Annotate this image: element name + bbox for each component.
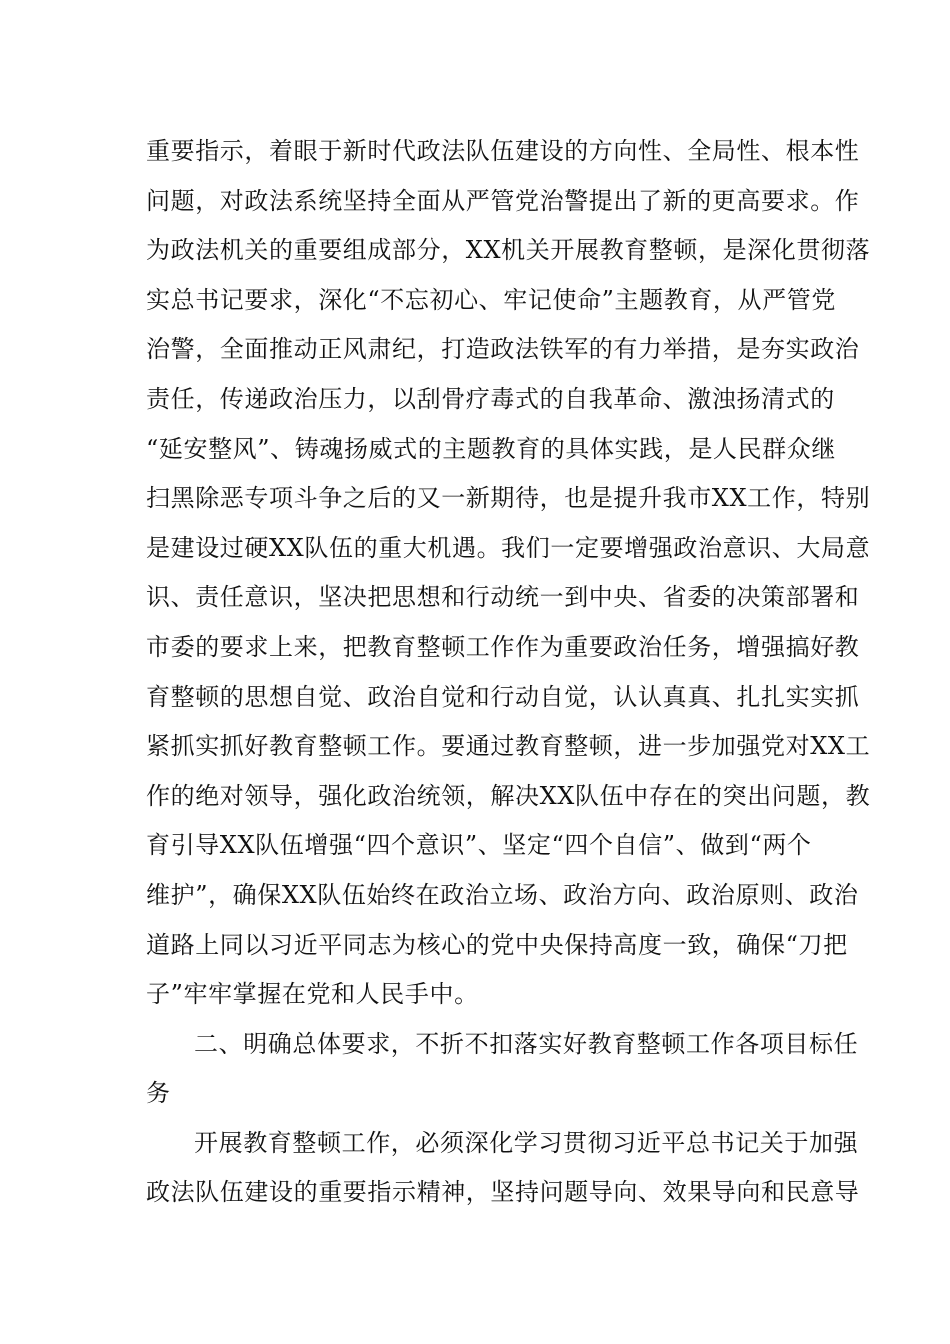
- heading-line: 务: [146, 1079, 171, 1108]
- paragraph-1: [146, 127, 871, 1020]
- paragraph-2: [146, 1119, 860, 1218]
- text-line: 问题，对政法系统坚持全面从严管党治警提出了新的更高要求。作: [146, 186, 860, 215]
- text-line: 作的绝对领导，强化政治统领，解决XX队伍中存在的突出问题，教: [146, 781, 871, 810]
- text-line: 维护”，确保XX队伍始终在政治立场、政治方向、政治原则、政治: [146, 880, 859, 909]
- text-line: 道路上同以习近平同志为核心的党中央保持高度一致，确保“刀把: [146, 930, 848, 959]
- text-line: 重要指示，着眼于新时代政法队伍建设的方向性、全局性、根本性: [146, 137, 860, 165]
- text-line: “延安整风”、铸魂扬威式的主题教育的具体实践，是人民群众继: [146, 434, 836, 463]
- text-line: 育整顿的思想自觉、政治自觉和行动自觉，认认真真、扎扎实实抓: [146, 682, 860, 711]
- text-line: 实总书记要求，深化“不忘初心、牢记使命”主题教育，从严管党: [146, 285, 836, 314]
- text-line: 市委的要求上来，把教育整顿工作作为重要政治任务，增强搞好教: [146, 632, 860, 661]
- section-heading: [146, 1020, 859, 1119]
- text-line: 识、责任意识，坚决把思想和行动统一到中央、省委的决策部署和: [146, 583, 860, 612]
- text-line: 子”牢牢掌握在党和人民手中。: [146, 980, 479, 1009]
- text-line: 育引导XX队伍增强“四个意识”、坚定“四个自信”、做到“两个: [146, 831, 812, 860]
- text-line: 扫黑除恶专项斗争之后的又一新期待，也是提升我市XX工作，特别: [146, 484, 871, 513]
- heading-line: 二、明确总体要求，不折不扣落实好教育整顿工作各项目标任: [194, 1029, 859, 1058]
- text-line: 紧抓实抓好教育整顿工作。要通过教育整顿，进一步加强党对XX工: [146, 732, 871, 761]
- text-line: 责任，传递政治压力，以刮骨疗毒式的自我革命、激浊扬清式的: [146, 384, 835, 413]
- text-line: 是建设过硬XX队伍的重大机遇。我们一定要增强政治意识、大局意: [146, 533, 871, 562]
- text-line: 政法队伍建设的重要指示精神，坚持问题导向、效果导向和民意导: [146, 1178, 860, 1207]
- text-line: 治警，全面推动正风肃纪，打造政法铁军的有力举措，是夯实政治: [146, 335, 860, 364]
- text-line: 开展教育整顿工作，必须深化学习贯彻习近平总书记关于加强: [194, 1128, 859, 1157]
- text-line: 为政法机关的重要组成部分，XX机关开展教育整顿，是深化贯彻落: [146, 236, 871, 265]
- document-body: [146, 127, 871, 1218]
